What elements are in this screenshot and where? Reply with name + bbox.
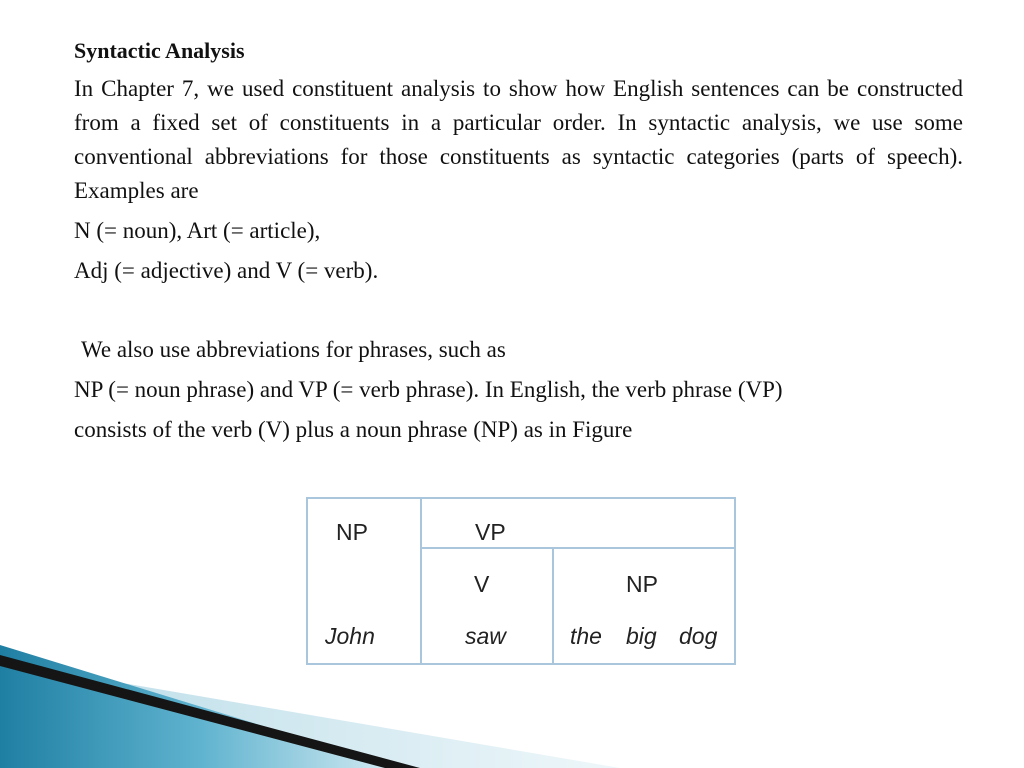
word-the: the [570,623,602,649]
v-label: V [474,571,490,597]
phrases-line-1: NP (= noun phrase) and VP (= verb phrase). In English, the verb phrase (VP) [74,377,783,402]
slide-heading: Syntactic Analysis [74,38,245,63]
np-object-label: NP [626,571,658,597]
np-label: NP [336,519,368,545]
word-dog: dog [679,623,718,649]
slide-decoration [0,600,1024,768]
spacer [74,294,963,333]
phrases-line-2: consists of the verb (V) plus a noun phrase (NP) as in Figure [74,417,633,442]
word-saw: saw [465,623,506,649]
intro-paragraph: In Chapter 7, we used constituent analysis to show how English sentences can be constructed from a fixed set of constituents in a particular order. In syntactic analysis, we use some conventional abbreviations for those constituents as syntactic categories (parts of speech). Examples are [74,76,963,203]
vp-header-cell [421,498,735,548]
word-big: big [626,623,657,649]
word-john: John [325,623,375,649]
slide-body [74,34,963,453]
phrases-intro-line: We also use abbreviations for phrases, such as [81,337,506,362]
examples-line-1: N (= noun), Art (= article), [74,218,321,243]
examples-line-2: Adj (= adjective) and V (= verb). [74,258,379,283]
vp-label: VP [475,519,506,545]
